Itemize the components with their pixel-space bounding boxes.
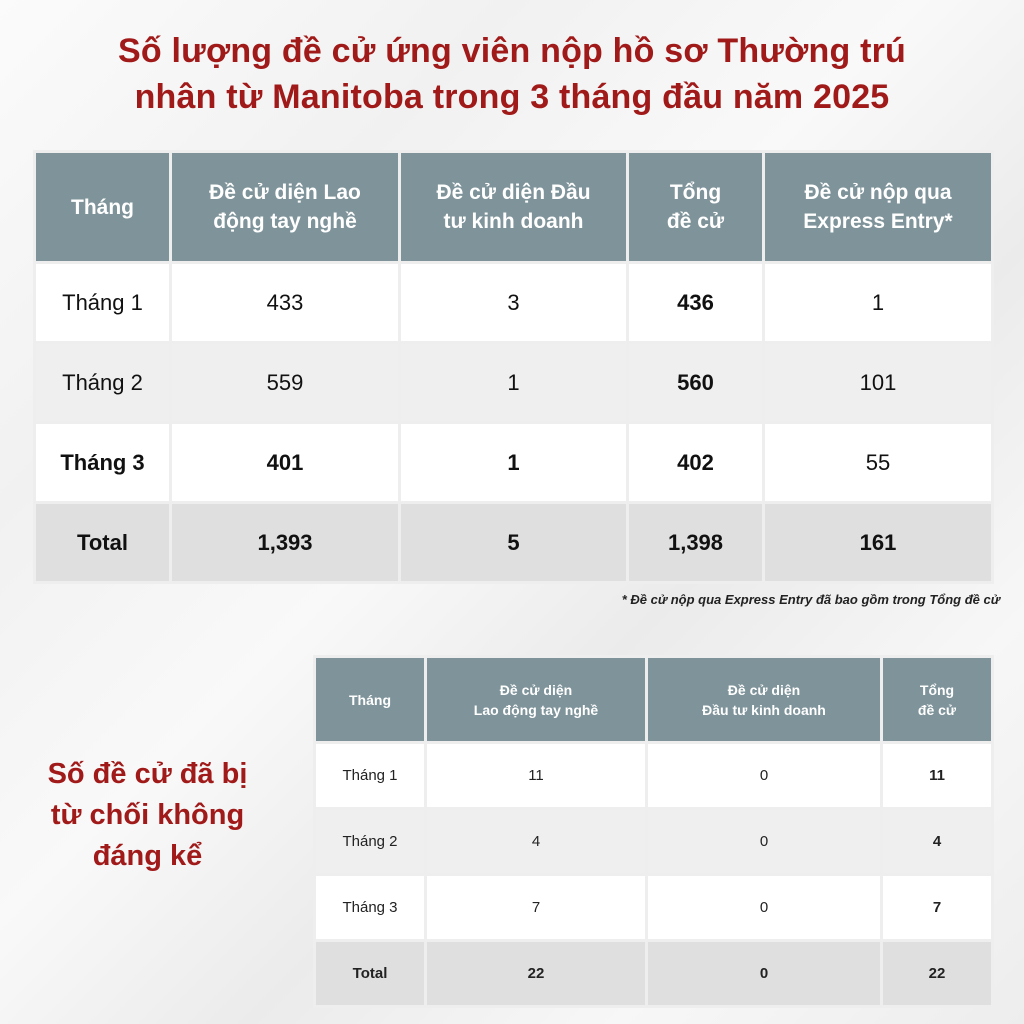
express-entry-cell: 55 xyxy=(764,423,993,503)
title-line-1: Số lượng đề cử ứng viên nộp hồ sơ Thường trú xyxy=(118,32,906,70)
business-investor-cell: 3 xyxy=(400,263,628,343)
rejections-table xyxy=(313,655,994,1008)
month-cell: Tháng 3 xyxy=(315,875,426,941)
header-express-entry: Đề cử nộp qua Express Entry* xyxy=(764,152,993,263)
skilled-worker-cell: 11 xyxy=(426,743,647,809)
business-investor-total-cell: 5 xyxy=(400,503,628,583)
total-cell: 11 xyxy=(882,743,993,809)
business-investor-cell: 1 xyxy=(400,343,628,423)
header-skilled-worker: Đề cử diện Lao động tay nghề xyxy=(171,152,400,263)
nominations-table xyxy=(33,150,994,584)
skilled-worker-cell: 401 xyxy=(171,423,400,503)
month-cell: Tháng 2 xyxy=(35,343,171,423)
rejection-label-line-3: đáng kể xyxy=(92,840,203,872)
express-entry-cell: 101 xyxy=(764,343,993,423)
express-entry-total-cell: 161 xyxy=(764,503,993,583)
table-row xyxy=(35,263,993,343)
grand-total-cell: 22 xyxy=(882,941,993,1007)
total-cell: 4 xyxy=(882,809,993,875)
grand-total-cell: 1,398 xyxy=(628,503,764,583)
table-row xyxy=(315,809,993,875)
skilled-worker-total-cell: 1,393 xyxy=(171,503,400,583)
total-cell: 560 xyxy=(628,343,764,423)
rejection-label-line-1: Số đề cử đã bị xyxy=(47,758,248,790)
skilled-worker-cell: 559 xyxy=(171,343,400,423)
business-investor-total-cell: 0 xyxy=(647,941,882,1007)
table-row xyxy=(315,875,993,941)
skilled-worker-cell: 4 xyxy=(426,809,647,875)
header-total: Tổng đề cử xyxy=(882,657,993,743)
total-label-cell: Total xyxy=(315,941,426,1007)
total-cell: 7 xyxy=(882,875,993,941)
month-cell: Tháng 1 xyxy=(315,743,426,809)
header-business-investor: Đề cử diện Đầu tư kinh doanh xyxy=(647,657,882,743)
business-investor-cell: 0 xyxy=(647,809,882,875)
header-total: Tổng đề cử xyxy=(628,152,764,263)
header-month: Tháng xyxy=(315,657,426,743)
table-header-row xyxy=(315,657,993,743)
table-total-row xyxy=(315,941,993,1007)
business-investor-cell: 0 xyxy=(647,743,882,809)
business-investor-cell: 1 xyxy=(400,423,628,503)
total-cell: 402 xyxy=(628,423,764,503)
total-label-cell: Total xyxy=(35,503,171,583)
header-skilled-worker: Đề cử diện Lao động tay nghề xyxy=(426,657,647,743)
express-entry-cell: 1 xyxy=(764,263,993,343)
table-row xyxy=(315,743,993,809)
header-month: Tháng xyxy=(35,152,171,263)
header-business-investor: Đề cử diện Đầu tư kinh doanh xyxy=(400,152,628,263)
business-investor-cell: 0 xyxy=(647,875,882,941)
table-row xyxy=(35,423,993,503)
rejection-label xyxy=(20,754,275,877)
month-cell: Tháng 3 xyxy=(35,423,171,503)
table-row xyxy=(35,343,993,423)
page-title xyxy=(0,28,1024,120)
skilled-worker-cell: 7 xyxy=(426,875,647,941)
month-cell: Tháng 1 xyxy=(35,263,171,343)
skilled-worker-total-cell: 22 xyxy=(426,941,647,1007)
month-cell: Tháng 2 xyxy=(315,809,426,875)
total-cell: 436 xyxy=(628,263,764,343)
footnote: * Đề cử nộp qua Express Entry đã bao gồm trong Tổng đề cử xyxy=(621,592,1000,607)
title-line-2: nhân từ Manitoba trong 3 tháng đầu năm 2025 xyxy=(134,78,890,116)
rejection-label-line-2: từ chối không xyxy=(50,799,245,831)
skilled-worker-cell: 433 xyxy=(171,263,400,343)
table-header-row xyxy=(35,152,993,263)
table-total-row xyxy=(35,503,993,583)
